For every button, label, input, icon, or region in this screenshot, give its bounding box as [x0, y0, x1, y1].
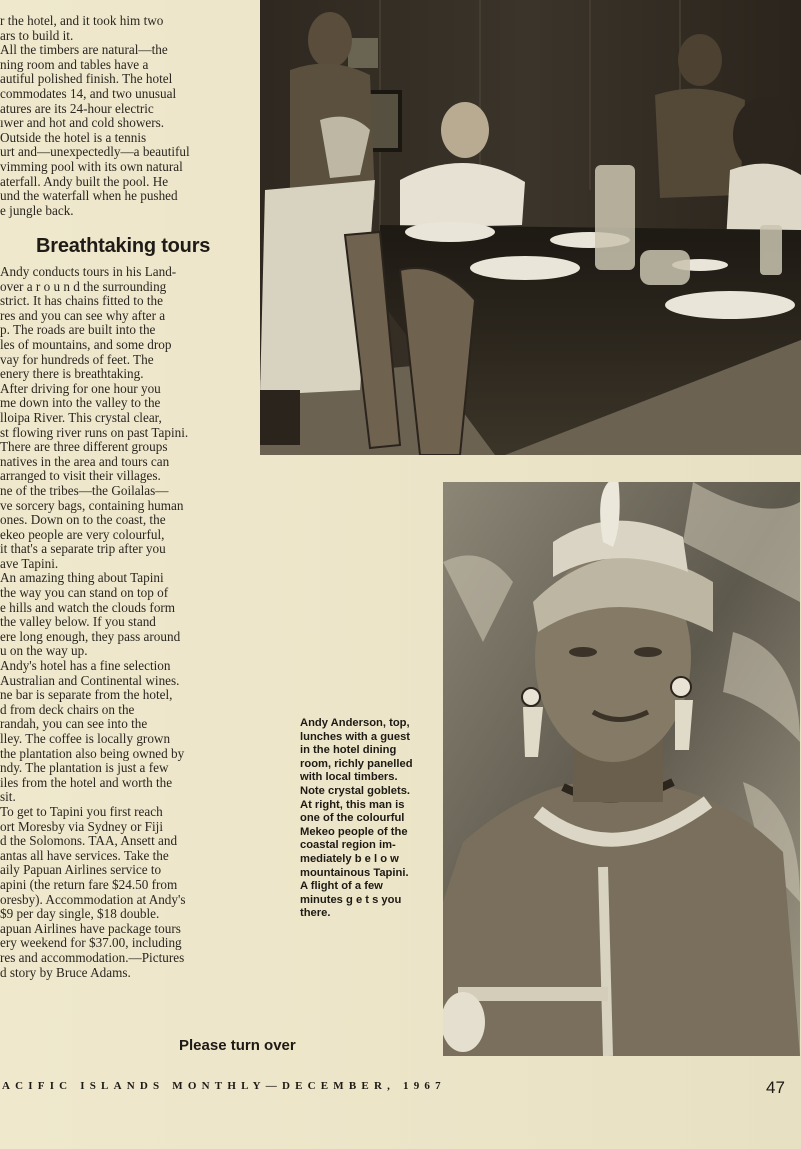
caption-line: minutes g e t s you	[300, 893, 402, 906]
article-line: over a r o u n d the surrounding	[0, 279, 167, 294]
article-line: e hills and watch the clouds form	[0, 600, 176, 615]
caption-line: there.	[300, 907, 331, 920]
article-line: res and you can see why after a	[0, 308, 166, 323]
article-line: the plantation also being owned by	[0, 746, 185, 761]
article-line: p. The roads are built into the	[0, 323, 156, 338]
caption-line: At right, this man is	[300, 798, 405, 811]
article-line: ort Moresby via Sydney or Fiji	[0, 819, 164, 834]
article-line: me down into the valley to the	[0, 396, 161, 411]
article-line: ıwer and hot and cold showers.	[0, 116, 165, 131]
article-line: oresby). Accommodation at Andy's	[0, 892, 186, 907]
article-line: Outside the hotel is a tennis	[0, 130, 147, 145]
article-line: ere long enough, they pass around	[0, 629, 181, 644]
article-line: All the timbers are natural—the	[0, 43, 168, 58]
article-line: vay for hundreds of feet. The	[0, 352, 154, 367]
article-line: Andy's hotel has a fine selection	[0, 659, 171, 674]
article-line: d story by Bruce Adams.	[0, 965, 131, 980]
article-line: sit.	[0, 790, 16, 805]
article-line: There are three different groups	[0, 440, 168, 455]
article-line: it that's a separate trip after you	[0, 542, 166, 557]
caption-line: in the hotel dining	[300, 744, 397, 757]
article-line: ndy. The plantation is just a few	[0, 761, 169, 776]
article-line: iles from the hotel and worth the	[0, 775, 173, 790]
article-line: ars to build it.	[0, 28, 74, 43]
article-line: ne of the tribes—the Goilalas—	[0, 483, 169, 498]
article-line: An amazing thing about Tapini	[0, 571, 164, 586]
article-line: ekeo people are very colourful,	[0, 527, 165, 542]
article-line: ve sorcery bags, containing human	[0, 498, 184, 513]
caption-line: lunches with a guest	[300, 730, 411, 743]
dining-room-illustration	[260, 0, 801, 455]
article-line: ning room and tables have a	[0, 57, 149, 72]
please-turn-over-text: Please turn over	[179, 1037, 296, 1054]
portrait-illustration	[443, 482, 800, 1056]
article-line: vimming pool with its own natural	[0, 159, 183, 174]
article-line: aterfall. Andy built the pool. He	[0, 174, 169, 189]
article-line: r the hotel, and it took him two	[0, 14, 164, 28]
article-line: the way you can stand on top of	[0, 586, 169, 601]
article-line: les of mountains, and some drop	[0, 337, 172, 352]
article-line: atures are its 24-hour electric	[0, 101, 154, 116]
article-line: To get to Tapini you first reach	[0, 804, 163, 819]
page-number: 47	[766, 1078, 785, 1097]
caption-line: Andy Anderson, top,	[300, 717, 410, 729]
article-line: $9 per day single, $18 double.	[0, 907, 160, 922]
article-line: st flowing river runs on past Tapini.	[0, 425, 189, 440]
article-line: ave Tapini.	[0, 556, 59, 571]
article-line: the valley below. If you stand	[0, 615, 156, 630]
article-line: arranged to visit their villages.	[0, 469, 161, 484]
mekeo-man-portrait-photo	[443, 482, 800, 1056]
running-title: ACIFIC ISLANDS MONTHLY—DECEMBER, 1967	[2, 1080, 446, 1092]
article-line: und the waterfall when he pushed	[0, 189, 178, 204]
article-line: e jungle back.	[0, 203, 74, 218]
article-line: Andy conducts tours in his Land-	[0, 265, 177, 279]
caption-line: Note crystal goblets.	[300, 784, 411, 797]
section-heading: Breathtaking tours	[36, 235, 211, 257]
article-column-bottom	[0, 265, 242, 980]
article-line: d from deck chairs on the	[0, 702, 135, 717]
article-line: commodates 14, and two unusual	[0, 86, 177, 101]
caption-line: coastal region im-	[300, 839, 396, 852]
article-line: natives in the area and tours can	[0, 454, 170, 469]
article-line: antas all have services. Take the	[0, 848, 169, 863]
article-line: apuan Airlines have package tours	[0, 921, 181, 936]
article-line: lloipa River. This crystal clear,	[0, 410, 162, 425]
photo-caption	[300, 717, 432, 921]
article-line: apini (the return fare $24.50 from	[0, 877, 178, 892]
article-line: After driving for one hour you	[0, 381, 161, 396]
page-footer	[0, 1080, 801, 1102]
caption-line: room, richly panelled	[300, 757, 413, 770]
caption-line: Mekeo people of the	[300, 825, 408, 838]
article-line: Australian and Continental wines.	[0, 673, 180, 688]
article-line: u on the way up.	[0, 644, 88, 659]
article-column-top	[0, 14, 242, 218]
caption-line: one of the colourful	[300, 812, 405, 825]
article-line: strict. It has chains fitted to the	[0, 294, 163, 309]
article-line: aily Papuan Airlines service to	[0, 863, 162, 878]
article-line: enery there is breathtaking.	[0, 367, 144, 382]
article-line: urt and—unexpectedly—a beautiful	[0, 145, 190, 160]
dining-room-photo	[260, 0, 801, 455]
article-line: ones. Down on to the coast, the	[0, 513, 166, 528]
caption-line: A flight of a few	[300, 880, 383, 893]
caption-line: mediately b e l o w	[300, 852, 399, 865]
article-line: randah, you can see into the	[0, 717, 148, 732]
article-line: lley. The coffee is locally grown	[0, 732, 171, 746]
article-line: ery weekend for $37.00, including	[0, 936, 182, 951]
article-line: d the Solomons. TAA, Ansett and	[0, 834, 178, 849]
caption-line: mountainous Tapini.	[300, 866, 409, 879]
article-line: res and accommodation.—Pictures	[0, 950, 185, 965]
caption-line: with local timbers.	[300, 771, 398, 784]
article-line: autiful polished finish. The hotel	[0, 72, 173, 87]
article-line: ne bar is separate from the hotel,	[0, 688, 173, 703]
